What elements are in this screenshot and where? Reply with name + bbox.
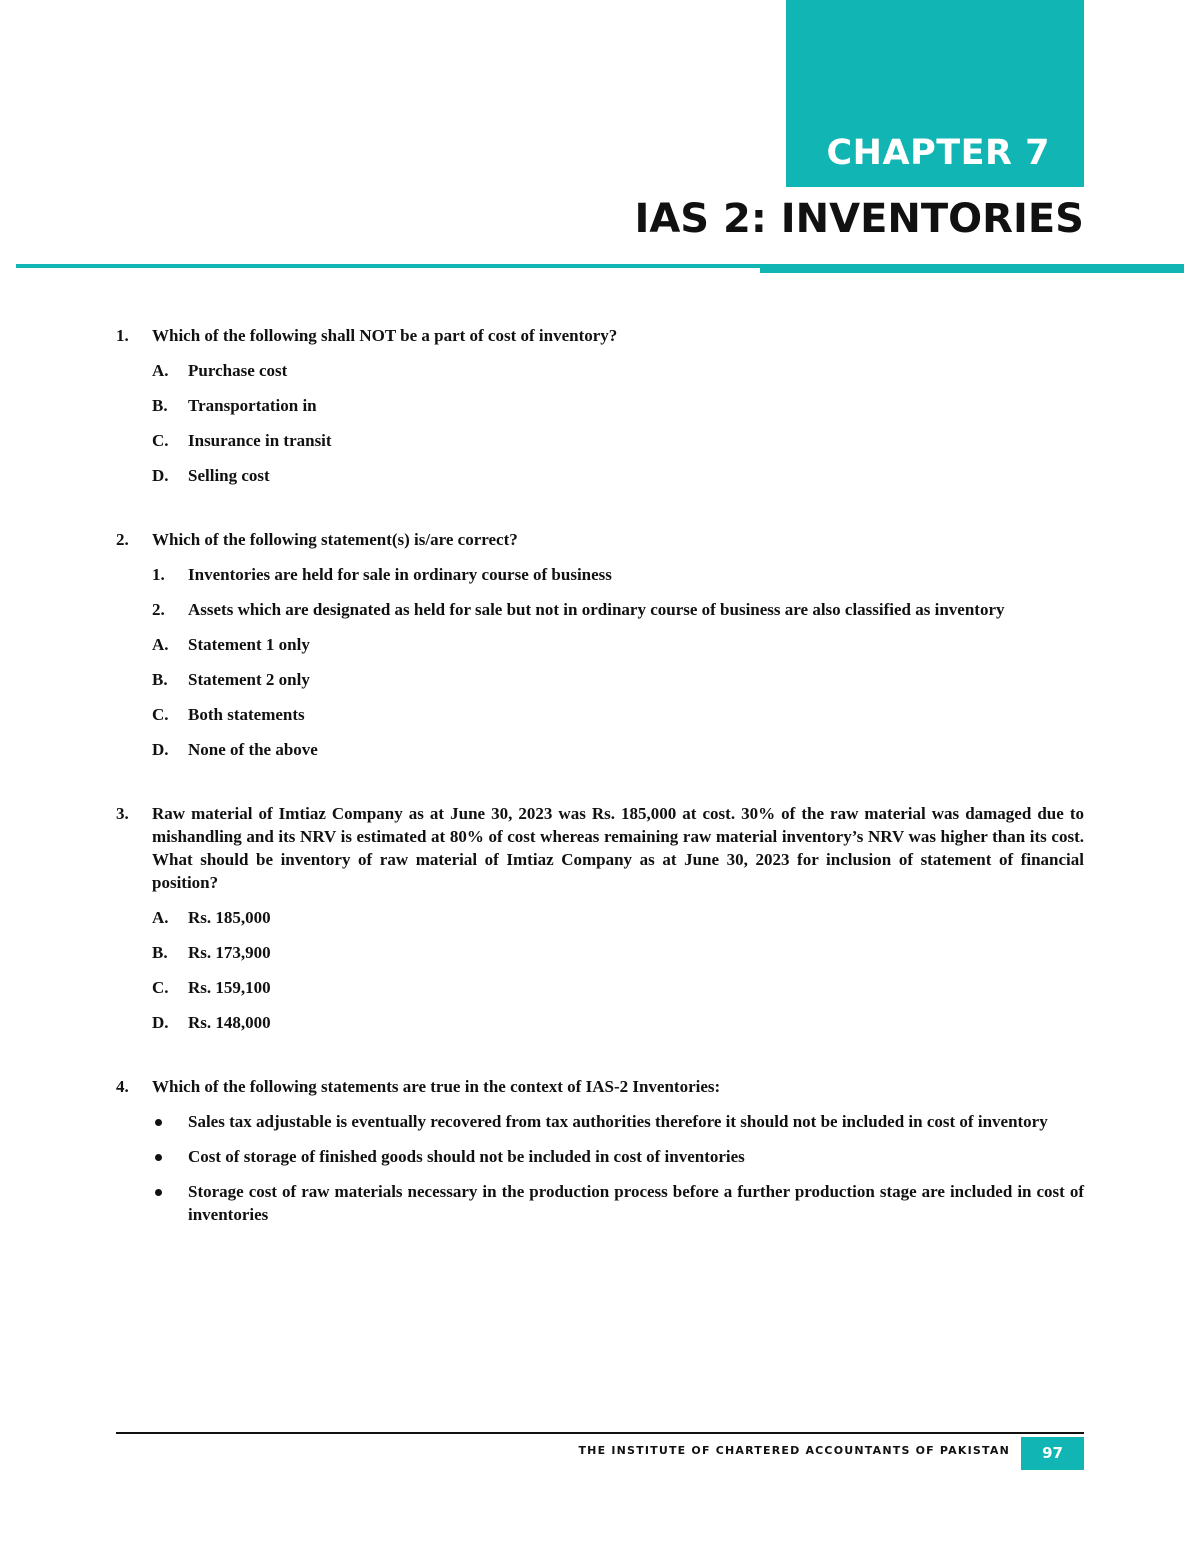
statement-label: 2. <box>152 600 165 619</box>
option-label: A. <box>152 635 169 654</box>
option-text: Rs. 148,000 <box>188 1013 271 1032</box>
option-text: Rs. 173,900 <box>188 943 271 962</box>
bullet-icon <box>155 1119 162 1126</box>
option-item <box>152 976 1084 999</box>
question-text: Which of the following shall NOT be a part of cost of inventory? <box>152 326 618 345</box>
option-label: C. <box>152 431 169 450</box>
option-text: Rs. 159,100 <box>188 978 271 997</box>
option-text: Insurance in transit <box>188 431 332 450</box>
option-item <box>152 703 1084 726</box>
option-item <box>152 738 1084 761</box>
option-label: B. <box>152 670 168 689</box>
statement-item <box>152 563 1084 586</box>
chapter-banner <box>786 0 1084 187</box>
option-text: Rs. 185,000 <box>188 908 271 927</box>
option-text: Statement 2 only <box>188 670 310 689</box>
question-list <box>116 324 1084 1226</box>
question-text: Which of the following statement(s) is/are correct? <box>152 530 518 549</box>
page-number-badge <box>1021 1437 1084 1470</box>
option-label: C. <box>152 705 169 724</box>
option-label: A. <box>152 361 169 380</box>
option-text: Transportation in <box>188 396 317 415</box>
option-text: Both statements <box>188 705 305 724</box>
option-list <box>152 359 1084 487</box>
question-number: 4. <box>116 1077 129 1096</box>
bullet-text: Cost of storage of finished goods should not be included in cost of inventories <box>188 1147 745 1166</box>
page-number: 97 <box>1042 1444 1063 1462</box>
question-text: Raw material of Imtiaz Company as at June 30, 2023 was Rs. 185,000 at cost. 30% of the raw material was damaged due to mishandling and its NRV is estimated at 80% of cost whereas remaining raw material inventory’s NRV was higher than its cost. What should be inventory of raw material of Imtiaz Company as at June 30, 2023 for inclusion of statement of financial position? <box>152 804 1084 892</box>
option-text: Purchase cost <box>188 361 288 380</box>
option-item <box>152 394 1084 417</box>
option-item <box>152 633 1084 656</box>
bullet-icon <box>155 1154 162 1161</box>
footer-institute: THE INSTITUTE OF CHARTERED ACCOUNTANTS OF PAKISTAN <box>578 1444 1010 1457</box>
question-3 <box>116 802 1084 1034</box>
option-item <box>152 668 1084 691</box>
bullet-icon <box>155 1189 162 1196</box>
statement-text: Inventories are held for sale in ordinary course of business <box>188 565 612 584</box>
bullet-item <box>152 1110 1084 1133</box>
question-4 <box>116 1075 1084 1226</box>
option-text: Selling cost <box>188 466 270 485</box>
option-item <box>152 1011 1084 1034</box>
statement-item <box>152 598 1084 621</box>
option-item <box>152 464 1084 487</box>
bullet-text: Sales tax adjustable is eventually recovered from tax authorities therefore it should not be included in cost of inventory <box>188 1112 1048 1131</box>
header-divider-accent <box>760 264 1184 273</box>
page-title: IAS 2: INVENTORIES <box>634 196 1084 242</box>
option-item <box>152 359 1084 382</box>
option-text: None of the above <box>188 740 318 759</box>
chapter-label: CHAPTER 7 <box>826 133 1050 173</box>
option-label: A. <box>152 908 169 927</box>
option-label: D. <box>152 740 169 759</box>
option-item <box>152 941 1084 964</box>
option-label: B. <box>152 943 168 962</box>
footer-divider <box>116 1432 1084 1434</box>
option-label: C. <box>152 978 169 997</box>
question-number: 2. <box>116 530 129 549</box>
option-list <box>152 906 1084 1034</box>
option-text: Statement 1 only <box>188 635 310 654</box>
option-item <box>152 429 1084 452</box>
bullet-text: Storage cost of raw materials necessary in the production process before a further production stage are included in cost of inventories <box>188 1182 1084 1224</box>
option-label: B. <box>152 396 168 415</box>
question-2 <box>116 528 1084 761</box>
question-1 <box>116 324 1084 487</box>
question-number: 1. <box>116 326 129 345</box>
statement-text: Assets which are designated as held for sale but not in ordinary course of business are also classified as inventory <box>188 600 1005 619</box>
option-label: D. <box>152 466 169 485</box>
option-item <box>152 906 1084 929</box>
bullet-list <box>152 1110 1084 1226</box>
bullet-item <box>152 1180 1084 1226</box>
question-number: 3. <box>116 804 129 823</box>
statement-label: 1. <box>152 565 165 584</box>
option-list <box>152 563 1084 761</box>
bullet-item <box>152 1145 1084 1168</box>
option-label: D. <box>152 1013 169 1032</box>
question-text: Which of the following statements are true in the context of IAS-2 Inventories: <box>152 1077 721 1096</box>
